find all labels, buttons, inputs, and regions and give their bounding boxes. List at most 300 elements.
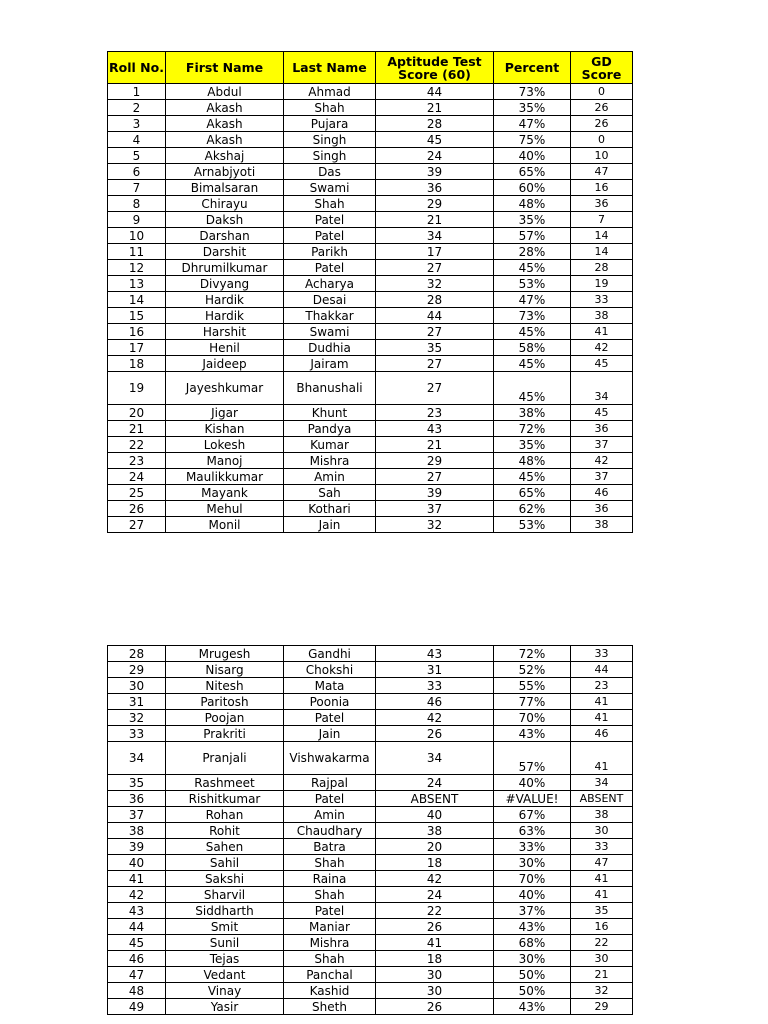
table-row xyxy=(108,437,633,453)
table-row xyxy=(108,164,633,180)
column-header-first-name: First Name xyxy=(166,52,284,84)
last-name-cell: Batra xyxy=(284,839,376,855)
last-name-cell: Das xyxy=(284,164,376,180)
roll-no-cell: 18 xyxy=(108,356,166,372)
first-name-cell: Rohan xyxy=(166,807,284,823)
gd-score-cell: 46 xyxy=(571,485,633,501)
roll-no-cell: 46 xyxy=(108,951,166,967)
roll-no-cell: 30 xyxy=(108,678,166,694)
last-name-cell: Jain xyxy=(284,726,376,742)
percent-cell: 72% xyxy=(494,421,571,437)
roll-no-cell: 42 xyxy=(108,887,166,903)
last-name-cell: Patel xyxy=(284,228,376,244)
gd-score-cell: 33 xyxy=(571,646,633,662)
roll-no-cell: 36 xyxy=(108,791,166,807)
table-row xyxy=(108,871,633,887)
percent-cell: 37% xyxy=(494,903,571,919)
gd-score-cell: 47 xyxy=(571,855,633,871)
first-name-cell: Paritosh xyxy=(166,694,284,710)
table-row xyxy=(108,132,633,148)
gd-score-cell: 33 xyxy=(571,292,633,308)
last-name-cell: Amin xyxy=(284,469,376,485)
gd-score-cell: 30 xyxy=(571,823,633,839)
table-row xyxy=(108,983,633,999)
gd-score-cell: 41 xyxy=(571,324,633,340)
first-name-cell: Sahil xyxy=(166,855,284,871)
aptitude-score-cell: 24 xyxy=(376,148,494,164)
table-row xyxy=(108,517,633,533)
first-name-cell: Jigar xyxy=(166,405,284,421)
table-row xyxy=(108,662,633,678)
percent-cell: 77% xyxy=(494,694,571,710)
percent-cell: 62% xyxy=(494,501,571,517)
percent-cell: 70% xyxy=(494,710,571,726)
last-name-cell: Mata xyxy=(284,678,376,694)
last-name-cell: Patel xyxy=(284,260,376,276)
aptitude-score-cell: 26 xyxy=(376,726,494,742)
last-name-cell: Khunt xyxy=(284,405,376,421)
gd-score-cell: 26 xyxy=(571,100,633,116)
roll-no-cell: 37 xyxy=(108,807,166,823)
roll-no-cell: 3 xyxy=(108,116,166,132)
first-name-cell: Nisarg xyxy=(166,662,284,678)
roll-no-cell: 22 xyxy=(108,437,166,453)
percent-cell: #VALUE! xyxy=(494,791,571,807)
roll-no-cell: 11 xyxy=(108,244,166,260)
percent-cell: 40% xyxy=(494,148,571,164)
column-header-gd-score: GD Score xyxy=(571,52,633,84)
table-row xyxy=(108,196,633,212)
percent-cell: 43% xyxy=(494,999,571,1015)
first-name-cell: Yasir xyxy=(166,999,284,1015)
first-name-cell: Sakshi xyxy=(166,871,284,887)
table-row xyxy=(108,823,633,839)
table-row xyxy=(108,855,633,871)
last-name-cell: Pujara xyxy=(284,116,376,132)
aptitude-score-cell: 18 xyxy=(376,951,494,967)
last-name-cell: Chokshi xyxy=(284,662,376,678)
roll-no-cell: 40 xyxy=(108,855,166,871)
roll-no-cell: 35 xyxy=(108,775,166,791)
table-row xyxy=(108,421,633,437)
percent-cell: 65% xyxy=(494,485,571,501)
roll-no-cell: 27 xyxy=(108,517,166,533)
last-name-cell: Mishra xyxy=(284,935,376,951)
gd-score-cell: 38 xyxy=(571,308,633,324)
gd-score-cell: 26 xyxy=(571,116,633,132)
first-name-cell: Rashmeet xyxy=(166,775,284,791)
column-header-aptitude-score: Aptitude Test Score (60) xyxy=(376,52,494,84)
first-name-cell: Sahen xyxy=(166,839,284,855)
aptitude-score-cell: 40 xyxy=(376,807,494,823)
gd-score-cell: 45 xyxy=(571,356,633,372)
aptitude-score-cell: 39 xyxy=(376,485,494,501)
first-name-cell: Jayeshkumar xyxy=(166,372,284,405)
aptitude-score-cell: 21 xyxy=(376,212,494,228)
gd-score-cell: 41 xyxy=(571,871,633,887)
last-name-cell: Dudhia xyxy=(284,340,376,356)
first-name-cell: Divyang xyxy=(166,276,284,292)
roll-no-cell: 31 xyxy=(108,694,166,710)
table-row xyxy=(108,501,633,517)
gd-score-cell: 33 xyxy=(571,839,633,855)
aptitude-score-cell: 34 xyxy=(376,228,494,244)
gd-score-cell: 0 xyxy=(571,84,633,100)
table-row xyxy=(108,469,633,485)
gd-score-cell: 14 xyxy=(571,228,633,244)
last-name-cell: Patel xyxy=(284,903,376,919)
last-name-cell: Amin xyxy=(284,807,376,823)
gd-score-cell: 30 xyxy=(571,951,633,967)
last-name-cell: Kothari xyxy=(284,501,376,517)
table-row xyxy=(108,694,633,710)
table-row xyxy=(108,951,633,967)
first-name-cell: Vinay xyxy=(166,983,284,999)
percent-cell: 73% xyxy=(494,84,571,100)
gd-score-cell: 45 xyxy=(571,405,633,421)
last-name-cell: Sheth xyxy=(284,999,376,1015)
percent-cell: 57% xyxy=(494,742,571,775)
table-row xyxy=(108,999,633,1015)
percent-cell: 72% xyxy=(494,646,571,662)
percent-cell: 43% xyxy=(494,919,571,935)
aptitude-score-cell: 27 xyxy=(376,372,494,405)
first-name-cell: Maulikkumar xyxy=(166,469,284,485)
first-name-cell: Pranjali xyxy=(166,742,284,775)
first-name-cell: Vedant xyxy=(166,967,284,983)
aptitude-score-cell: 34 xyxy=(376,742,494,775)
roll-no-cell: 26 xyxy=(108,501,166,517)
gd-score-cell: 36 xyxy=(571,501,633,517)
aptitude-score-cell: 39 xyxy=(376,164,494,180)
percent-cell: 48% xyxy=(494,453,571,469)
percent-cell: 65% xyxy=(494,164,571,180)
roll-no-cell: 9 xyxy=(108,212,166,228)
aptitude-score-cell: 24 xyxy=(376,775,494,791)
roll-no-cell: 44 xyxy=(108,919,166,935)
table-row xyxy=(108,807,633,823)
gd-score-cell: ABSENT xyxy=(571,791,633,807)
aptitude-score-cell: 27 xyxy=(376,469,494,485)
roll-no-cell: 6 xyxy=(108,164,166,180)
gd-score-cell: 23 xyxy=(571,678,633,694)
roll-no-cell: 2 xyxy=(108,100,166,116)
aptitude-score-cell: 28 xyxy=(376,116,494,132)
last-name-cell: Pandya xyxy=(284,421,376,437)
table-row xyxy=(108,453,633,469)
aptitude-score-cell: 36 xyxy=(376,180,494,196)
last-name-cell: Desai xyxy=(284,292,376,308)
table-row xyxy=(108,324,633,340)
gd-score-cell: 41 xyxy=(571,710,633,726)
aptitude-score-cell: 42 xyxy=(376,871,494,887)
roll-no-cell: 24 xyxy=(108,469,166,485)
gd-score-cell: 42 xyxy=(571,453,633,469)
roll-no-cell: 43 xyxy=(108,903,166,919)
last-name-cell: Rajpal xyxy=(284,775,376,791)
gd-score-cell: 21 xyxy=(571,967,633,983)
aptitude-score-cell: 44 xyxy=(376,308,494,324)
aptitude-score-cell: 44 xyxy=(376,84,494,100)
percent-cell: 35% xyxy=(494,212,571,228)
first-name-cell: Tejas xyxy=(166,951,284,967)
gd-score-cell: 44 xyxy=(571,662,633,678)
last-name-cell: Sah xyxy=(284,485,376,501)
percent-cell: 73% xyxy=(494,308,571,324)
aptitude-score-cell: 21 xyxy=(376,100,494,116)
gd-score-cell: 28 xyxy=(571,260,633,276)
roll-no-cell: 45 xyxy=(108,935,166,951)
aptitude-score-cell: 20 xyxy=(376,839,494,855)
percent-cell: 60% xyxy=(494,180,571,196)
first-name-cell: Lokesh xyxy=(166,437,284,453)
last-name-cell: Patel xyxy=(284,710,376,726)
percent-cell: 45% xyxy=(494,324,571,340)
last-name-cell: Kashid xyxy=(284,983,376,999)
aptitude-score-cell: 31 xyxy=(376,662,494,678)
aptitude-score-cell: 23 xyxy=(376,405,494,421)
aptitude-score-cell: 38 xyxy=(376,823,494,839)
gd-score-cell: 38 xyxy=(571,517,633,533)
roll-no-cell: 23 xyxy=(108,453,166,469)
percent-cell: 40% xyxy=(494,775,571,791)
aptitude-score-cell: 43 xyxy=(376,646,494,662)
table-row xyxy=(108,148,633,164)
table-row xyxy=(108,372,633,405)
table-row xyxy=(108,276,633,292)
score-table-part-1 xyxy=(107,51,633,533)
roll-no-cell: 49 xyxy=(108,999,166,1015)
roll-no-cell: 1 xyxy=(108,84,166,100)
percent-cell: 57% xyxy=(494,228,571,244)
first-name-cell: Akash xyxy=(166,116,284,132)
percent-cell: 43% xyxy=(494,726,571,742)
table-row xyxy=(108,100,633,116)
aptitude-score-cell: 26 xyxy=(376,999,494,1015)
last-name-cell: Shah xyxy=(284,855,376,871)
percent-cell: 53% xyxy=(494,517,571,533)
last-name-cell: Vishwakarma xyxy=(284,742,376,775)
aptitude-score-cell: 29 xyxy=(376,196,494,212)
percent-cell: 50% xyxy=(494,967,571,983)
roll-no-cell: 12 xyxy=(108,260,166,276)
last-name-cell: Jain xyxy=(284,517,376,533)
table-row xyxy=(108,678,633,694)
last-name-cell: Jairam xyxy=(284,356,376,372)
gd-score-cell: 36 xyxy=(571,196,633,212)
percent-cell: 58% xyxy=(494,340,571,356)
aptitude-score-cell: 30 xyxy=(376,983,494,999)
percent-cell: 33% xyxy=(494,839,571,855)
column-header-percent: Percent xyxy=(494,52,571,84)
gd-score-cell: 22 xyxy=(571,935,633,951)
last-name-cell: Shah xyxy=(284,951,376,967)
percent-cell: 45% xyxy=(494,372,571,405)
roll-no-cell: 33 xyxy=(108,726,166,742)
last-name-cell: Acharya xyxy=(284,276,376,292)
roll-no-cell: 5 xyxy=(108,148,166,164)
roll-no-cell: 13 xyxy=(108,276,166,292)
gd-score-cell: 19 xyxy=(571,276,633,292)
first-name-cell: Smit xyxy=(166,919,284,935)
aptitude-score-cell: 21 xyxy=(376,437,494,453)
gd-score-cell: 0 xyxy=(571,132,633,148)
aptitude-score-cell: ABSENT xyxy=(376,791,494,807)
gd-score-cell: 46 xyxy=(571,726,633,742)
percent-cell: 68% xyxy=(494,935,571,951)
percent-cell: 50% xyxy=(494,983,571,999)
last-name-cell: Kumar xyxy=(284,437,376,453)
first-name-cell: Harshit xyxy=(166,324,284,340)
table-row xyxy=(108,646,633,662)
roll-no-cell: 39 xyxy=(108,839,166,855)
aptitude-score-cell: 18 xyxy=(376,855,494,871)
first-name-cell: Kishan xyxy=(166,421,284,437)
first-name-cell: Daksh xyxy=(166,212,284,228)
table-row xyxy=(108,340,633,356)
table-row xyxy=(108,839,633,855)
percent-cell: 47% xyxy=(494,116,571,132)
table-row xyxy=(108,726,633,742)
last-name-cell: Singh xyxy=(284,132,376,148)
roll-no-cell: 32 xyxy=(108,710,166,726)
table-row xyxy=(108,967,633,983)
roll-no-cell: 38 xyxy=(108,823,166,839)
percent-cell: 38% xyxy=(494,405,571,421)
gd-score-cell: 16 xyxy=(571,919,633,935)
roll-no-cell: 10 xyxy=(108,228,166,244)
last-name-cell: Maniar xyxy=(284,919,376,935)
table-row xyxy=(108,228,633,244)
first-name-cell: Hardik xyxy=(166,292,284,308)
table-header xyxy=(108,52,633,84)
gd-score-cell: 34 xyxy=(571,775,633,791)
percent-cell: 45% xyxy=(494,260,571,276)
percent-cell: 45% xyxy=(494,356,571,372)
table-row xyxy=(108,405,633,421)
first-name-cell: Monil xyxy=(166,517,284,533)
percent-cell: 45% xyxy=(494,469,571,485)
roll-no-cell: 15 xyxy=(108,308,166,324)
first-name-cell: Chirayu xyxy=(166,196,284,212)
last-name-cell: Thakkar xyxy=(284,308,376,324)
table-row xyxy=(108,212,633,228)
roll-no-cell: 4 xyxy=(108,132,166,148)
roll-no-cell: 19 xyxy=(108,372,166,405)
score-table-part-2 xyxy=(107,645,633,1015)
last-name-cell: Singh xyxy=(284,148,376,164)
last-name-cell: Mishra xyxy=(284,453,376,469)
gd-score-cell: 37 xyxy=(571,437,633,453)
last-name-cell: Shah xyxy=(284,887,376,903)
gd-score-cell: 10 xyxy=(571,148,633,164)
last-name-cell: Gandhi xyxy=(284,646,376,662)
table-row xyxy=(108,260,633,276)
roll-no-cell: 7 xyxy=(108,180,166,196)
aptitude-score-cell: 42 xyxy=(376,710,494,726)
first-name-cell: Mrugesh xyxy=(166,646,284,662)
gd-score-cell: 36 xyxy=(571,421,633,437)
first-name-cell: Siddharth xyxy=(166,903,284,919)
first-name-cell: Akash xyxy=(166,100,284,116)
last-name-cell: Shah xyxy=(284,196,376,212)
aptitude-score-cell: 30 xyxy=(376,967,494,983)
roll-no-cell: 14 xyxy=(108,292,166,308)
percent-cell: 70% xyxy=(494,871,571,887)
gd-score-cell: 7 xyxy=(571,212,633,228)
aptitude-score-cell: 45 xyxy=(376,132,494,148)
percent-cell: 55% xyxy=(494,678,571,694)
first-name-cell: Darshit xyxy=(166,244,284,260)
column-header-last-name: Last Name xyxy=(284,52,376,84)
gd-score-cell: 42 xyxy=(571,340,633,356)
first-name-cell: Nitesh xyxy=(166,678,284,694)
gd-score-cell: 29 xyxy=(571,999,633,1015)
table-row xyxy=(108,180,633,196)
gd-score-cell: 41 xyxy=(571,887,633,903)
aptitude-score-cell: 26 xyxy=(376,919,494,935)
last-name-cell: Poonia xyxy=(284,694,376,710)
percent-cell: 30% xyxy=(494,855,571,871)
first-name-cell: Rishitkumar xyxy=(166,791,284,807)
roll-no-cell: 8 xyxy=(108,196,166,212)
percent-cell: 48% xyxy=(494,196,571,212)
aptitude-score-cell: 33 xyxy=(376,678,494,694)
first-name-cell: Arnabjyoti xyxy=(166,164,284,180)
percent-cell: 28% xyxy=(494,244,571,260)
table-row xyxy=(108,710,633,726)
aptitude-score-cell: 32 xyxy=(376,276,494,292)
percent-cell: 35% xyxy=(494,100,571,116)
first-name-cell: Darshan xyxy=(166,228,284,244)
table-row xyxy=(108,919,633,935)
gd-score-cell: 35 xyxy=(571,903,633,919)
aptitude-score-cell: 41 xyxy=(376,935,494,951)
percent-cell: 35% xyxy=(494,437,571,453)
roll-no-cell: 29 xyxy=(108,662,166,678)
aptitude-score-cell: 28 xyxy=(376,292,494,308)
gd-score-cell: 38 xyxy=(571,807,633,823)
table-row xyxy=(108,485,633,501)
gd-score-cell: 32 xyxy=(571,983,633,999)
table-row xyxy=(108,791,633,807)
first-name-cell: Sunil xyxy=(166,935,284,951)
aptitude-score-cell: 27 xyxy=(376,324,494,340)
table-row xyxy=(108,292,633,308)
last-name-cell: Shah xyxy=(284,100,376,116)
first-name-cell: Rohit xyxy=(166,823,284,839)
roll-no-cell: 21 xyxy=(108,421,166,437)
percent-cell: 63% xyxy=(494,823,571,839)
first-name-cell: Akash xyxy=(166,132,284,148)
roll-no-cell: 25 xyxy=(108,485,166,501)
percent-cell: 67% xyxy=(494,807,571,823)
first-name-cell: Poojan xyxy=(166,710,284,726)
roll-no-cell: 41 xyxy=(108,871,166,887)
gd-score-cell: 16 xyxy=(571,180,633,196)
roll-no-cell: 28 xyxy=(108,646,166,662)
last-name-cell: Parikh xyxy=(284,244,376,260)
table-row xyxy=(108,308,633,324)
aptitude-score-cell: 29 xyxy=(376,453,494,469)
last-name-cell: Panchal xyxy=(284,967,376,983)
table-row xyxy=(108,903,633,919)
percent-cell: 40% xyxy=(494,887,571,903)
first-name-cell: Hardik xyxy=(166,308,284,324)
aptitude-score-cell: 27 xyxy=(376,356,494,372)
first-name-cell: Mayank xyxy=(166,485,284,501)
table-body xyxy=(108,646,633,1015)
